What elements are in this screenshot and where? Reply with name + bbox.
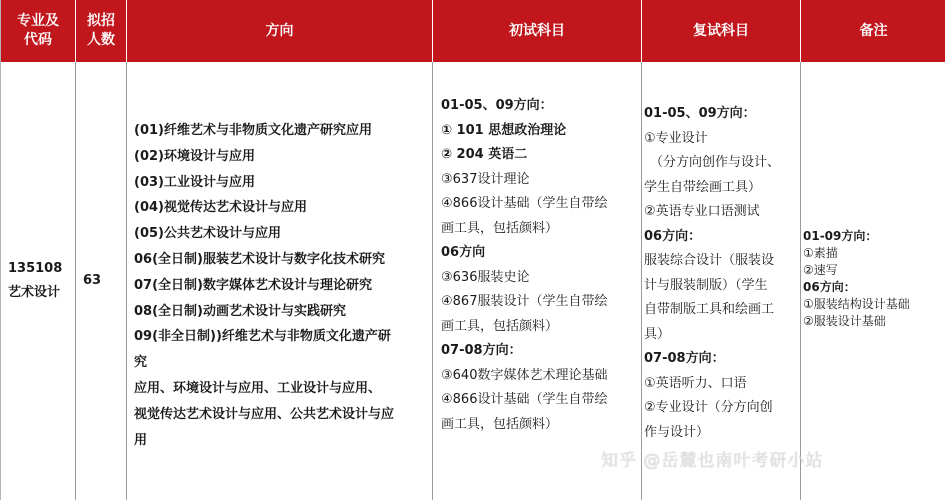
major-name: 艺术设计	[8, 285, 61, 300]
cell-remarks	[801, 62, 945, 500]
remarks-line: ②速写	[803, 263, 838, 277]
first-exam-heading: 06方向	[441, 245, 486, 260]
table-header-row	[1, 0, 945, 62]
first-exam-line: 画工具，包括颜料）	[441, 318, 559, 334]
cell-quota	[76, 62, 127, 500]
header-direction: 方向	[127, 0, 433, 62]
remarks-line: ①素描	[803, 246, 838, 260]
remarks-line: ①服装结构设计基础	[803, 297, 910, 311]
direction-line: 应用、环境设计与应用、工业设计与应用、	[134, 380, 382, 396]
second-exam-line: ①专业设计	[644, 130, 708, 146]
direction-line: (05)公共艺术设计与应用	[134, 226, 281, 242]
first-exam-line: ④866设计基础（学生自带绘	[441, 392, 608, 407]
header-major-code: 专业及 代码	[1, 0, 76, 62]
direction-line: (04)视觉传达艺术设计与应用	[134, 200, 307, 216]
direction-line: 07(全日制)数字媒体艺术设计与理论研究	[134, 277, 372, 293]
first-exam-line: 画工具，包括颜料）	[441, 220, 559, 236]
header-first-exam: 初试科目	[433, 0, 642, 62]
remarks-heading: 01-09方向：	[803, 229, 878, 243]
direction-line: 09(非全日制))纤维艺术与非物质文化遗产研	[134, 329, 391, 345]
first-exam-line: ④866设计基础（学生自带绘	[441, 196, 608, 211]
second-exam-line: 具）	[644, 326, 671, 342]
first-exam-line: ① 101 思想政治理论	[441, 122, 567, 138]
second-exam-line: 作与设计）	[644, 424, 710, 440]
direction-line: 究	[134, 355, 148, 371]
second-exam-line: 服装综合设计（服装设	[644, 253, 775, 268]
remarks-heading: 06方向：	[803, 280, 856, 294]
first-exam-heading: 01-05、09方向：	[441, 98, 553, 113]
second-exam-line: 学生自带绘画工具）	[644, 179, 762, 195]
cell-major	[1, 62, 76, 500]
zhihu-watermark: 知乎 @岳麓也南叶考研小站	[601, 451, 824, 471]
direction-line: (02)环境设计与应用	[134, 148, 255, 164]
cell-directions	[127, 62, 433, 500]
remarks-line: ②服装设计基础	[803, 314, 886, 328]
second-exam-line: 计与服装制版）（学生	[644, 277, 768, 293]
header-second-exam: 复试科目	[642, 0, 801, 62]
second-exam-line: （分方向创作与设计、	[650, 155, 781, 170]
first-exam-line: ③640数字媒体艺术理论基础	[441, 367, 608, 383]
first-exam-line: ② 204 英语二	[441, 147, 528, 162]
direction-line: (01)纤维艺术与非物质文化遗产研究应用	[134, 123, 372, 138]
second-exam-heading: 06方向：	[644, 228, 702, 244]
direction-line: 用	[134, 432, 148, 448]
first-exam-line: 画工具，包括颜料）	[441, 416, 559, 432]
quota-value: 63	[83, 272, 102, 288]
first-exam-heading: 07-08方向：	[441, 343, 522, 358]
header-quota: 拟招 人数	[76, 0, 127, 62]
second-exam-line: 自带制版工具和绘画工	[644, 302, 775, 317]
first-exam-line: ④867服装设计（学生自带绘	[441, 294, 608, 309]
second-exam-line: ①英语听力、口语	[644, 375, 747, 391]
second-exam-heading: 01-05、09方向：	[644, 106, 756, 121]
header-remarks: 备注	[859, 22, 888, 39]
cell-first-exam	[433, 62, 642, 500]
first-exam-line: ③636服装史论	[441, 269, 530, 285]
second-exam-line: ②英语专业口语测试	[644, 204, 760, 219]
second-exam-line: ②专业设计（分方向创	[644, 400, 773, 415]
direction-line: 06(全日制)服装艺术设计与数字化技术研究	[134, 251, 385, 267]
cell-second-exam	[642, 62, 801, 500]
direction-line: 视觉传达艺术设计与应用、公共艺术设计与应	[134, 406, 395, 422]
direction-line: (03)工业设计与应用	[134, 174, 255, 190]
second-exam-heading: 07-08方向：	[644, 351, 725, 366]
direction-line: 08(全日制)动画艺术设计与实践研究	[134, 303, 346, 319]
first-exam-line: ③637设计理论	[441, 171, 530, 187]
major-code: 135108	[8, 260, 63, 276]
